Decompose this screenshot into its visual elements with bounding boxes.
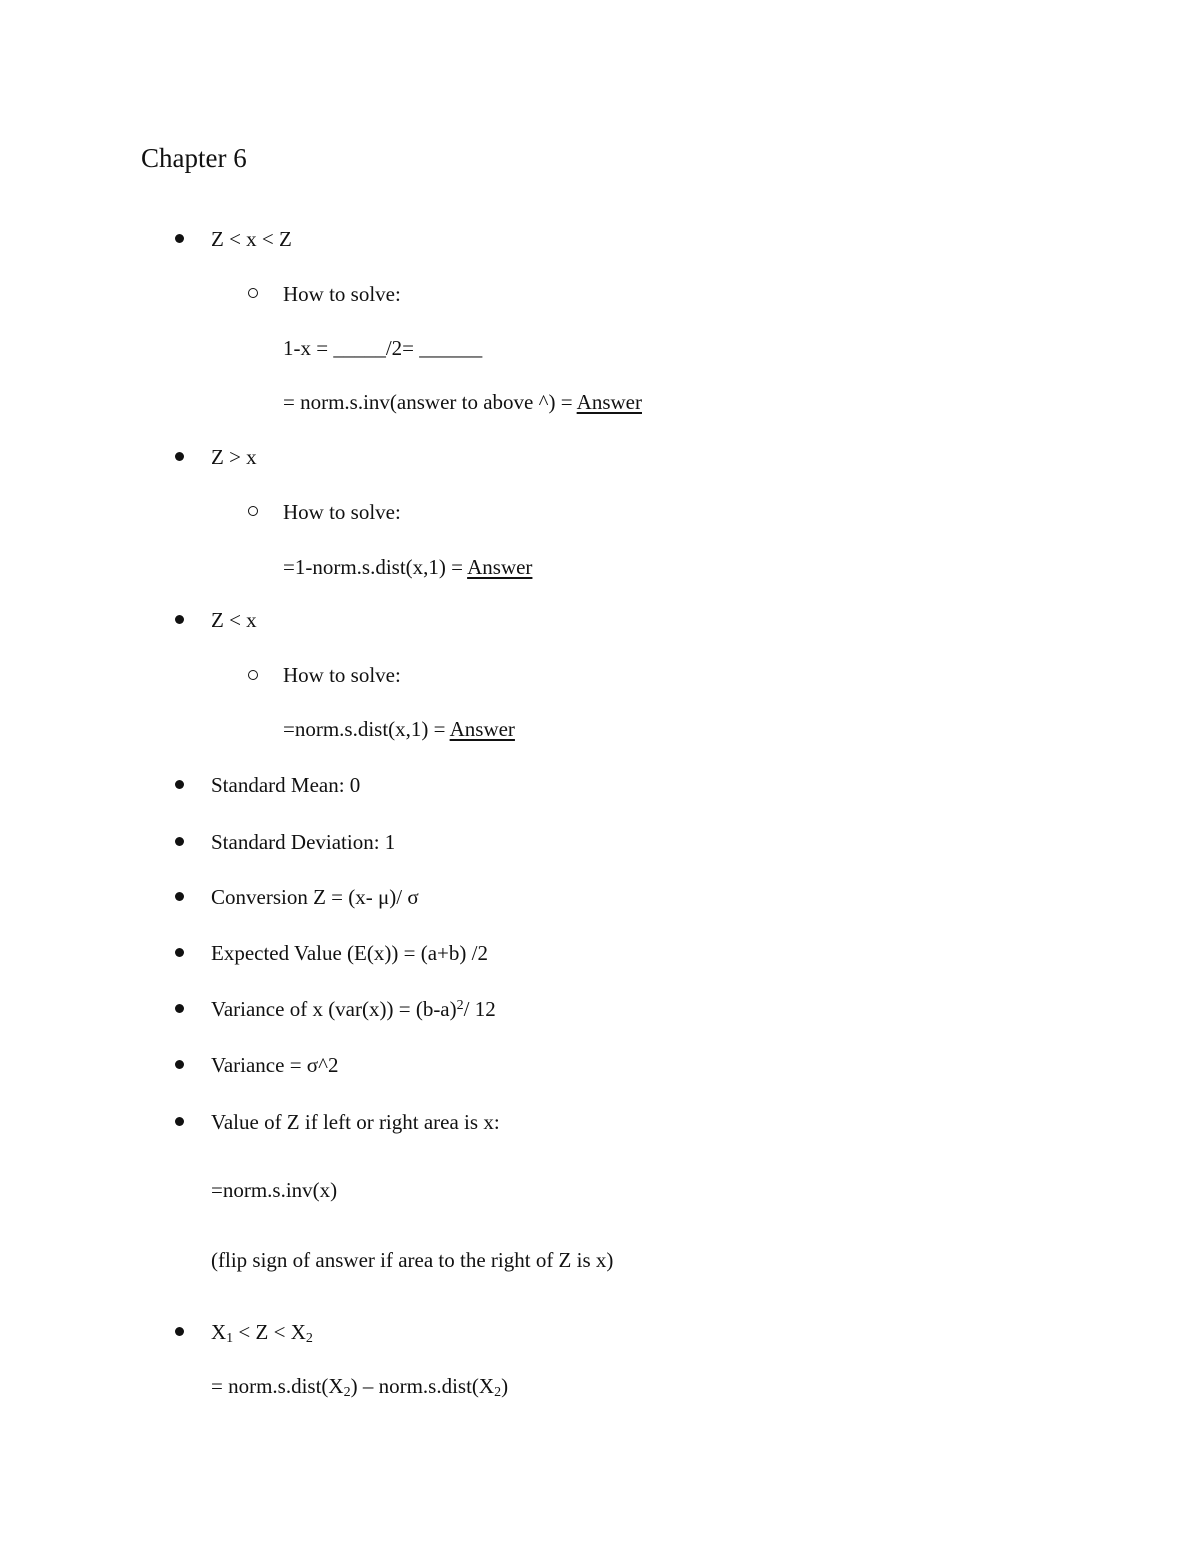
between-heading: Z < x < Z xyxy=(211,227,292,251)
range-formula-sub-b: 2 xyxy=(494,1385,502,1400)
expected-value: Expected Value (E(x)) = (a+b) /2 xyxy=(211,941,488,965)
between-answer: Answer xyxy=(576,390,642,414)
bullet-icon xyxy=(175,1004,184,1013)
bullet-icon xyxy=(175,452,184,461)
bullet-icon xyxy=(175,892,184,901)
between-step2-text: = norm.s.inv(answer to above ^) = xyxy=(283,390,577,414)
between-step2 xyxy=(283,389,642,415)
range-formula-c: ) xyxy=(501,1374,509,1398)
standard-deviation: Standard Deviation: 1 xyxy=(211,830,396,854)
range-formula xyxy=(211,1373,508,1399)
variance: Variance = σ^2 xyxy=(211,1053,339,1077)
variance-exponent: 2 xyxy=(456,998,464,1013)
bullet-icon xyxy=(175,948,184,957)
conversion-formula: Conversion Z = (x- μ)/ σ xyxy=(211,885,419,909)
range-formula-b: ) – norm.s.dist(X xyxy=(350,1374,495,1398)
circle-bullet-icon xyxy=(248,506,258,516)
range-sub1: 1 xyxy=(226,1331,234,1346)
value-of-z-formula: =norm.s.inv(x) xyxy=(211,1178,338,1202)
greater-how-label: How to solve: xyxy=(283,500,401,524)
bullet-icon xyxy=(175,837,184,846)
greater-step xyxy=(283,554,532,580)
range-formula-a: = norm.s.dist(X xyxy=(211,1374,344,1398)
bullet-icon xyxy=(175,234,184,243)
circle-bullet-icon xyxy=(248,670,258,680)
less-step-text: =norm.s.dist(x,1) = xyxy=(283,717,450,741)
greater-heading: Z > x xyxy=(211,445,257,469)
circle-bullet-icon xyxy=(248,288,258,298)
between-how-label: How to solve: xyxy=(283,282,401,306)
range-x2: X xyxy=(290,1320,306,1344)
less-step xyxy=(283,716,515,742)
less-how-label: How to solve: xyxy=(283,663,401,687)
between-step1: 1-x = _____/2= ______ xyxy=(283,336,483,360)
range-x1: X xyxy=(211,1320,227,1344)
variance-of-x xyxy=(211,996,496,1022)
less-heading: Z < x xyxy=(211,608,257,632)
bullet-icon xyxy=(175,1117,184,1126)
range-formula-sub-a: 2 xyxy=(343,1385,351,1400)
range-sub2: 2 xyxy=(305,1331,313,1346)
range-heading xyxy=(211,1319,313,1345)
page-title: Chapter 6 xyxy=(141,143,247,173)
bullet-icon xyxy=(175,780,184,789)
value-of-z-note: (flip sign of answer if area to the right of Z is x) xyxy=(211,1248,614,1272)
greater-answer: Answer xyxy=(467,555,533,579)
less-answer: Answer xyxy=(449,717,515,741)
range-mid: < Z < xyxy=(233,1320,291,1344)
bullet-icon xyxy=(175,615,184,624)
variance-of-x-text: Variance of x (var(x)) = (b-a) xyxy=(211,997,457,1021)
greater-step-text: =1-norm.s.dist(x,1) = xyxy=(283,555,468,579)
variance-of-x-divisor: / 12 xyxy=(463,997,496,1021)
bullet-icon xyxy=(175,1327,184,1336)
value-of-z: Value of Z if left or right area is x: xyxy=(211,1110,500,1134)
bullet-icon xyxy=(175,1060,184,1069)
standard-mean: Standard Mean: 0 xyxy=(211,773,361,797)
